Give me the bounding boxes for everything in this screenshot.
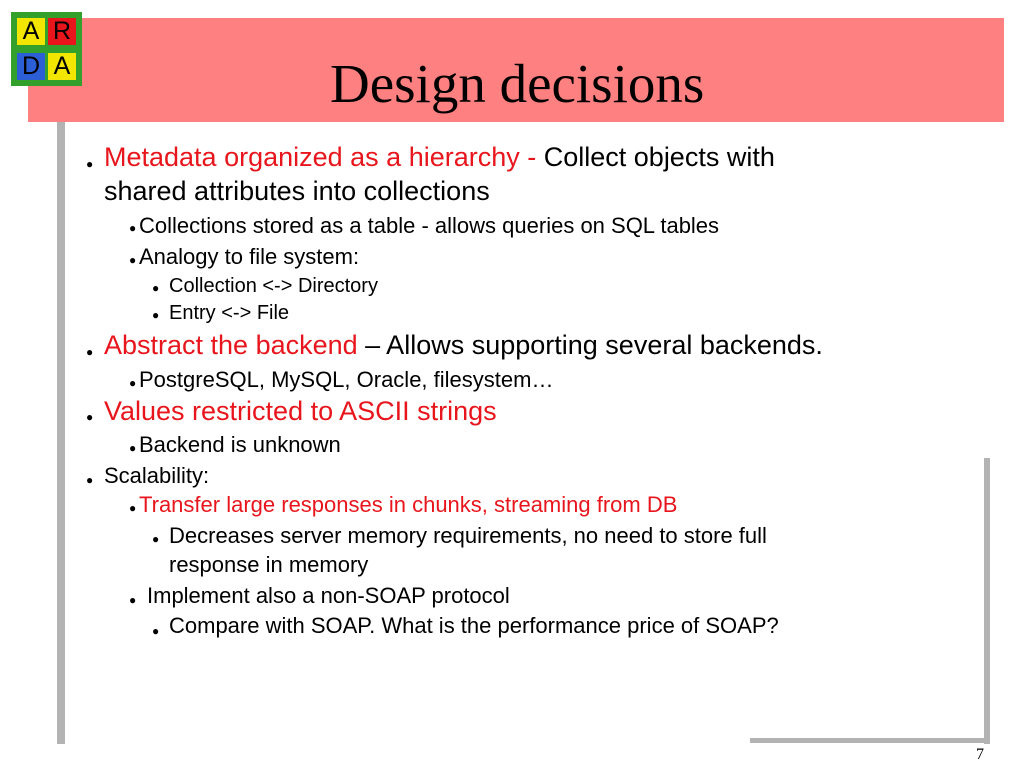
bullet-dot: ● — [152, 624, 160, 638]
frame-line-left — [57, 30, 65, 744]
bullet-metadata-continuation: shared attributes into collections — [104, 176, 490, 206]
bullet-compare-soap: Compare with SOAP. What is the performance price of SOAP? — [169, 613, 779, 638]
logo-cell-r: R — [48, 18, 76, 45]
bullet-dot: ● — [152, 281, 160, 295]
bullet-dot: ● — [152, 308, 160, 322]
bullet-ascii-values: Values restricted to ASCII strings — [104, 396, 497, 426]
bullet-dot: ● — [86, 473, 94, 487]
ardra-logo — [11, 12, 82, 86]
frame-line-bottom — [750, 738, 988, 743]
bullet-backend-list: PostgreSQL, MySQL, Oracle, filesystem… — [139, 367, 554, 392]
bullet-non-soap-protocol: Implement also a non-SOAP protocol — [147, 583, 510, 608]
page-number: 7 — [976, 746, 984, 763]
bullet-collection-directory: Collection <-> Directory — [169, 275, 378, 297]
bullet-metadata-highlight: Metadata organized as a hierarchy - — [104, 142, 544, 172]
bullet-dot: ● — [129, 253, 137, 267]
bullet-dot: ● — [86, 157, 94, 171]
bullet-file-system-analogy: Analogy to file system: — [139, 244, 360, 269]
bullet-scalability: Scalability: — [104, 463, 210, 488]
bullet-collections-table: Collections stored as a table - allows queries on SQL tables — [139, 213, 720, 238]
bullet-dot: ● — [129, 593, 137, 607]
bullet-metadata — [104, 141, 775, 174]
logo-cell-a-top: A — [17, 18, 45, 45]
bullet-abstract-backend — [104, 329, 823, 362]
bullet-dot: ● — [86, 410, 94, 424]
bullet-memory-requirements: Decreases server memory requirements, no need to store full — [169, 523, 767, 548]
bullet-abstract-backend-highlight: Abstract the backend — [104, 330, 358, 360]
bullet-dot: ● — [129, 376, 137, 390]
bullet-dot: ● — [86, 345, 94, 359]
bullet-dot: ● — [129, 221, 137, 235]
bullet-metadata-text: Collect objects with — [543, 142, 775, 172]
bullet-backend-unknown: Backend is unknown — [139, 432, 341, 457]
bullet-dot: ● — [129, 441, 137, 455]
bullet-transfer-chunks: Transfer large responses in chunks, streaming from DB — [139, 492, 678, 517]
bullet-dot: ● — [129, 501, 137, 515]
bullet-entry-file: Entry <-> File — [169, 302, 290, 324]
bullet-dot: ● — [152, 532, 160, 546]
slide-title: Design decisions — [330, 53, 705, 114]
logo-cell-d: D — [17, 53, 45, 80]
bullet-abstract-backend-text: – Allows supporting several backends. — [357, 330, 823, 360]
logo-cell-a-bottom: A — [48, 53, 76, 80]
frame-line-right — [984, 458, 990, 744]
bullet-memory-requirements-continuation: response in memory — [169, 552, 369, 577]
